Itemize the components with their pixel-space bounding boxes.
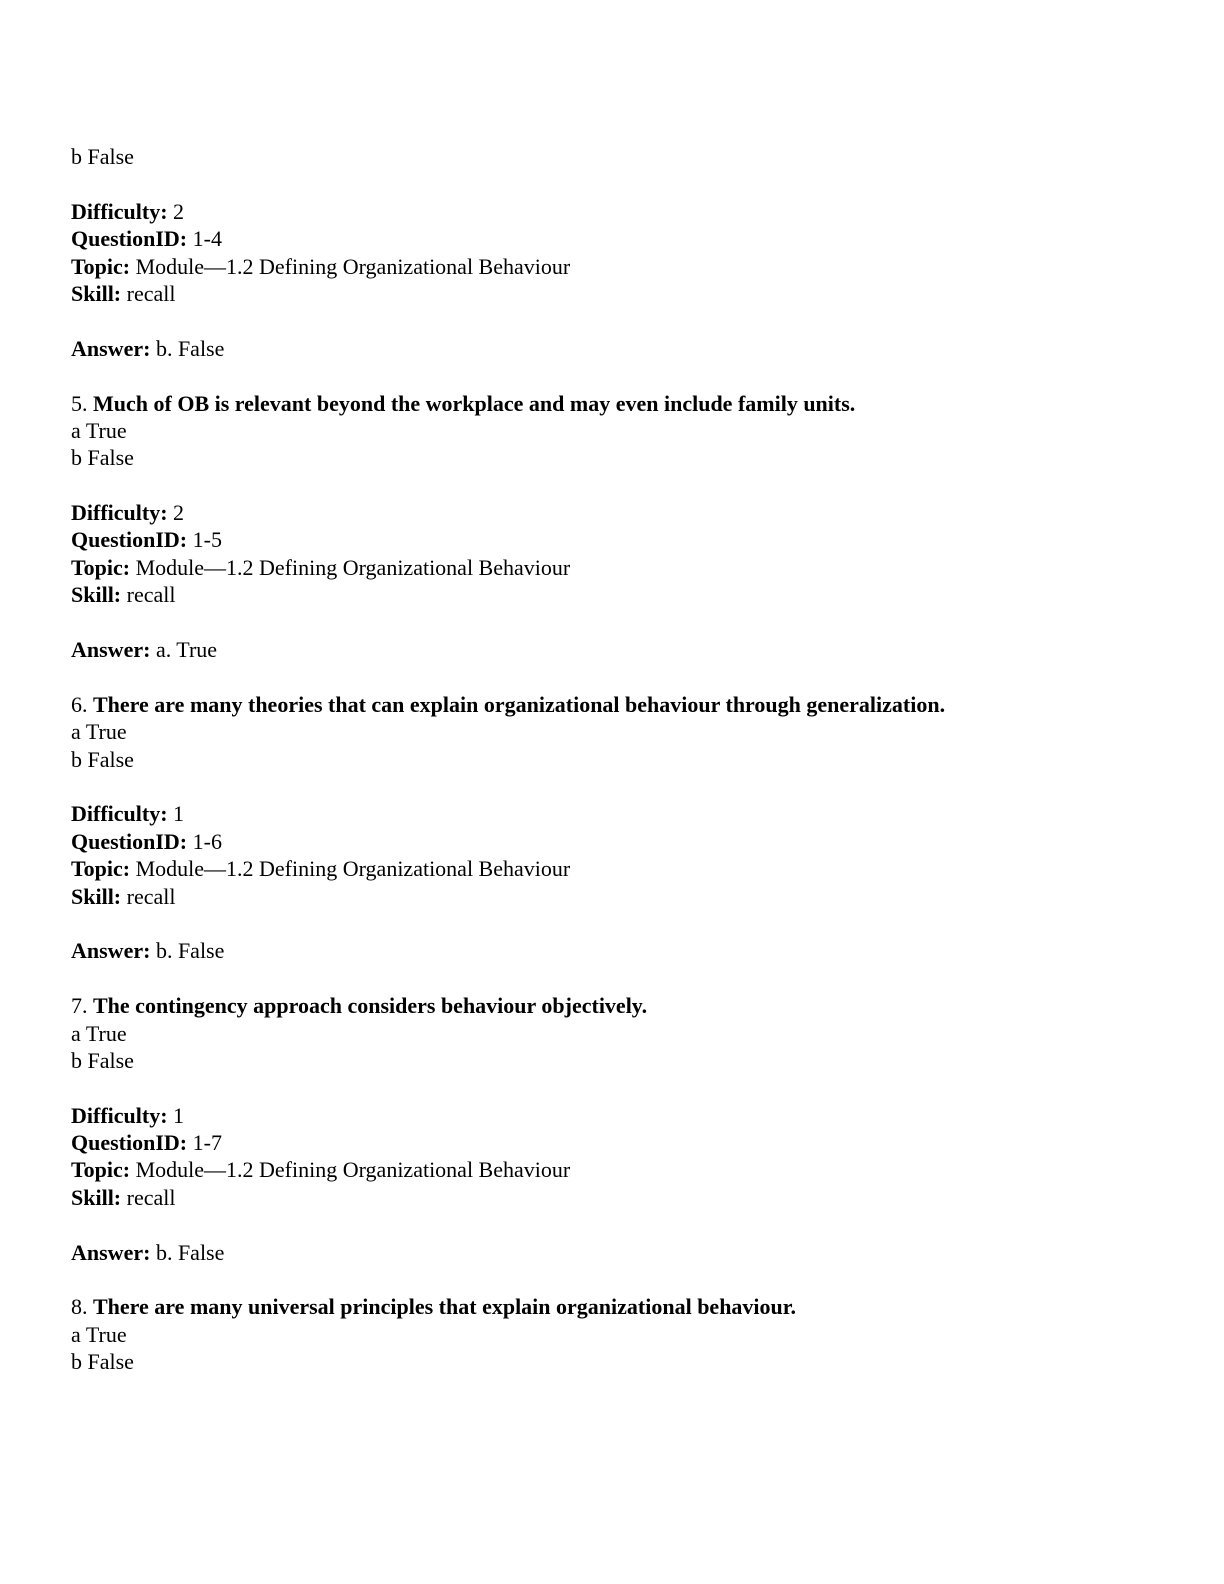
topic-label: Topic:	[71, 1157, 131, 1183]
document-page	[71, 143, 1171, 1376]
difficulty-value: 2	[173, 500, 185, 526]
topic-line	[71, 554, 1171, 581]
difficulty-value: 2	[173, 198, 185, 224]
skill-value: recall	[126, 883, 176, 909]
option-b: b False	[71, 1349, 134, 1375]
difficulty-line	[71, 800, 1171, 827]
option-a: a True	[71, 1321, 127, 1347]
question-number: 7.	[71, 993, 88, 1019]
question-stem	[71, 1293, 1171, 1320]
option-a: a True	[71, 719, 127, 745]
question-number: 8.	[71, 1294, 88, 1320]
option-b: b False	[71, 144, 134, 169]
difficulty-value: 1	[173, 801, 185, 827]
question-stem	[71, 390, 1171, 417]
difficulty-line	[71, 198, 1171, 225]
question-id-value: 1-5	[192, 527, 222, 553]
question-id-line	[71, 828, 1171, 855]
topic-line	[71, 253, 1171, 280]
skill-line	[71, 581, 1171, 608]
topic-value: Module—1.2 Defining Organizational Behaviour	[135, 253, 571, 279]
answer-label: Answer:	[71, 335, 151, 361]
question-id-label: QuestionID:	[71, 226, 188, 252]
difficulty-line	[71, 499, 1171, 526]
option-b: b False	[71, 445, 134, 471]
difficulty-label: Difficulty:	[71, 198, 168, 224]
skill-line	[71, 883, 1171, 910]
question-id-line	[71, 526, 1171, 553]
question-stem	[71, 992, 1171, 1019]
topic-value: Module—1.2 Defining Organizational Behaviour	[135, 1157, 571, 1183]
question-id-line	[71, 225, 1171, 252]
question-id-label: QuestionID:	[71, 1130, 188, 1156]
topic-line	[71, 1156, 1171, 1183]
answer-line	[71, 335, 1171, 362]
question-stem	[71, 691, 1171, 718]
skill-line	[71, 280, 1171, 307]
question-id-line	[71, 1129, 1171, 1156]
skill-label: Skill:	[71, 582, 122, 608]
skill-label: Skill:	[71, 883, 122, 909]
question-id-value: 1-6	[192, 828, 222, 854]
question-id-label: QuestionID:	[71, 828, 188, 854]
answer-line	[71, 1239, 1171, 1266]
topic-label: Topic:	[71, 554, 131, 580]
skill-line	[71, 1184, 1171, 1211]
difficulty-line	[71, 1102, 1171, 1129]
question-id-value: 1-4	[192, 226, 222, 252]
option-b: b False	[71, 746, 134, 772]
question-text: There are many universal principles that explain organizational behaviour.	[93, 1294, 797, 1320]
difficulty-label: Difficulty:	[71, 801, 168, 827]
answer-line	[71, 636, 1171, 663]
topic-label: Topic:	[71, 856, 131, 882]
option-a: a True	[71, 417, 127, 443]
skill-value: recall	[126, 280, 176, 306]
topic-value: Module—1.2 Defining Organizational Behaviour	[135, 554, 571, 580]
question-id-label: QuestionID:	[71, 527, 188, 553]
answer-line	[71, 937, 1171, 964]
answer-value: b. False	[155, 1239, 225, 1265]
question-text: There are many theories that can explain organizational behaviour through generalization.	[93, 691, 946, 717]
answer-value: b. False	[155, 938, 225, 964]
answer-label: Answer:	[71, 1239, 151, 1265]
option-a: a True	[71, 1020, 127, 1046]
answer-label: Answer:	[71, 637, 151, 663]
question-id-value: 1-7	[192, 1130, 222, 1156]
answer-value: b. False	[155, 335, 225, 361]
topic-label: Topic:	[71, 253, 131, 279]
option-b: b False	[71, 1047, 134, 1073]
skill-value: recall	[126, 582, 176, 608]
answer-label: Answer:	[71, 938, 151, 964]
question-text: Much of OB is relevant beyond the workplace and may even include family units.	[93, 390, 856, 416]
question-text: The contingency approach considers behaviour objectively.	[93, 993, 648, 1019]
difficulty-label: Difficulty:	[71, 1102, 168, 1128]
skill-label: Skill:	[71, 280, 122, 306]
topic-line	[71, 855, 1171, 882]
difficulty-value: 1	[173, 1102, 185, 1128]
question-number: 5.	[71, 390, 88, 416]
skill-label: Skill:	[71, 1184, 122, 1210]
difficulty-label: Difficulty:	[71, 500, 168, 526]
question-number: 6.	[71, 691, 88, 717]
topic-value: Module—1.2 Defining Organizational Behaviour	[135, 856, 571, 882]
answer-value: a. True	[155, 637, 218, 663]
skill-value: recall	[126, 1184, 176, 1210]
